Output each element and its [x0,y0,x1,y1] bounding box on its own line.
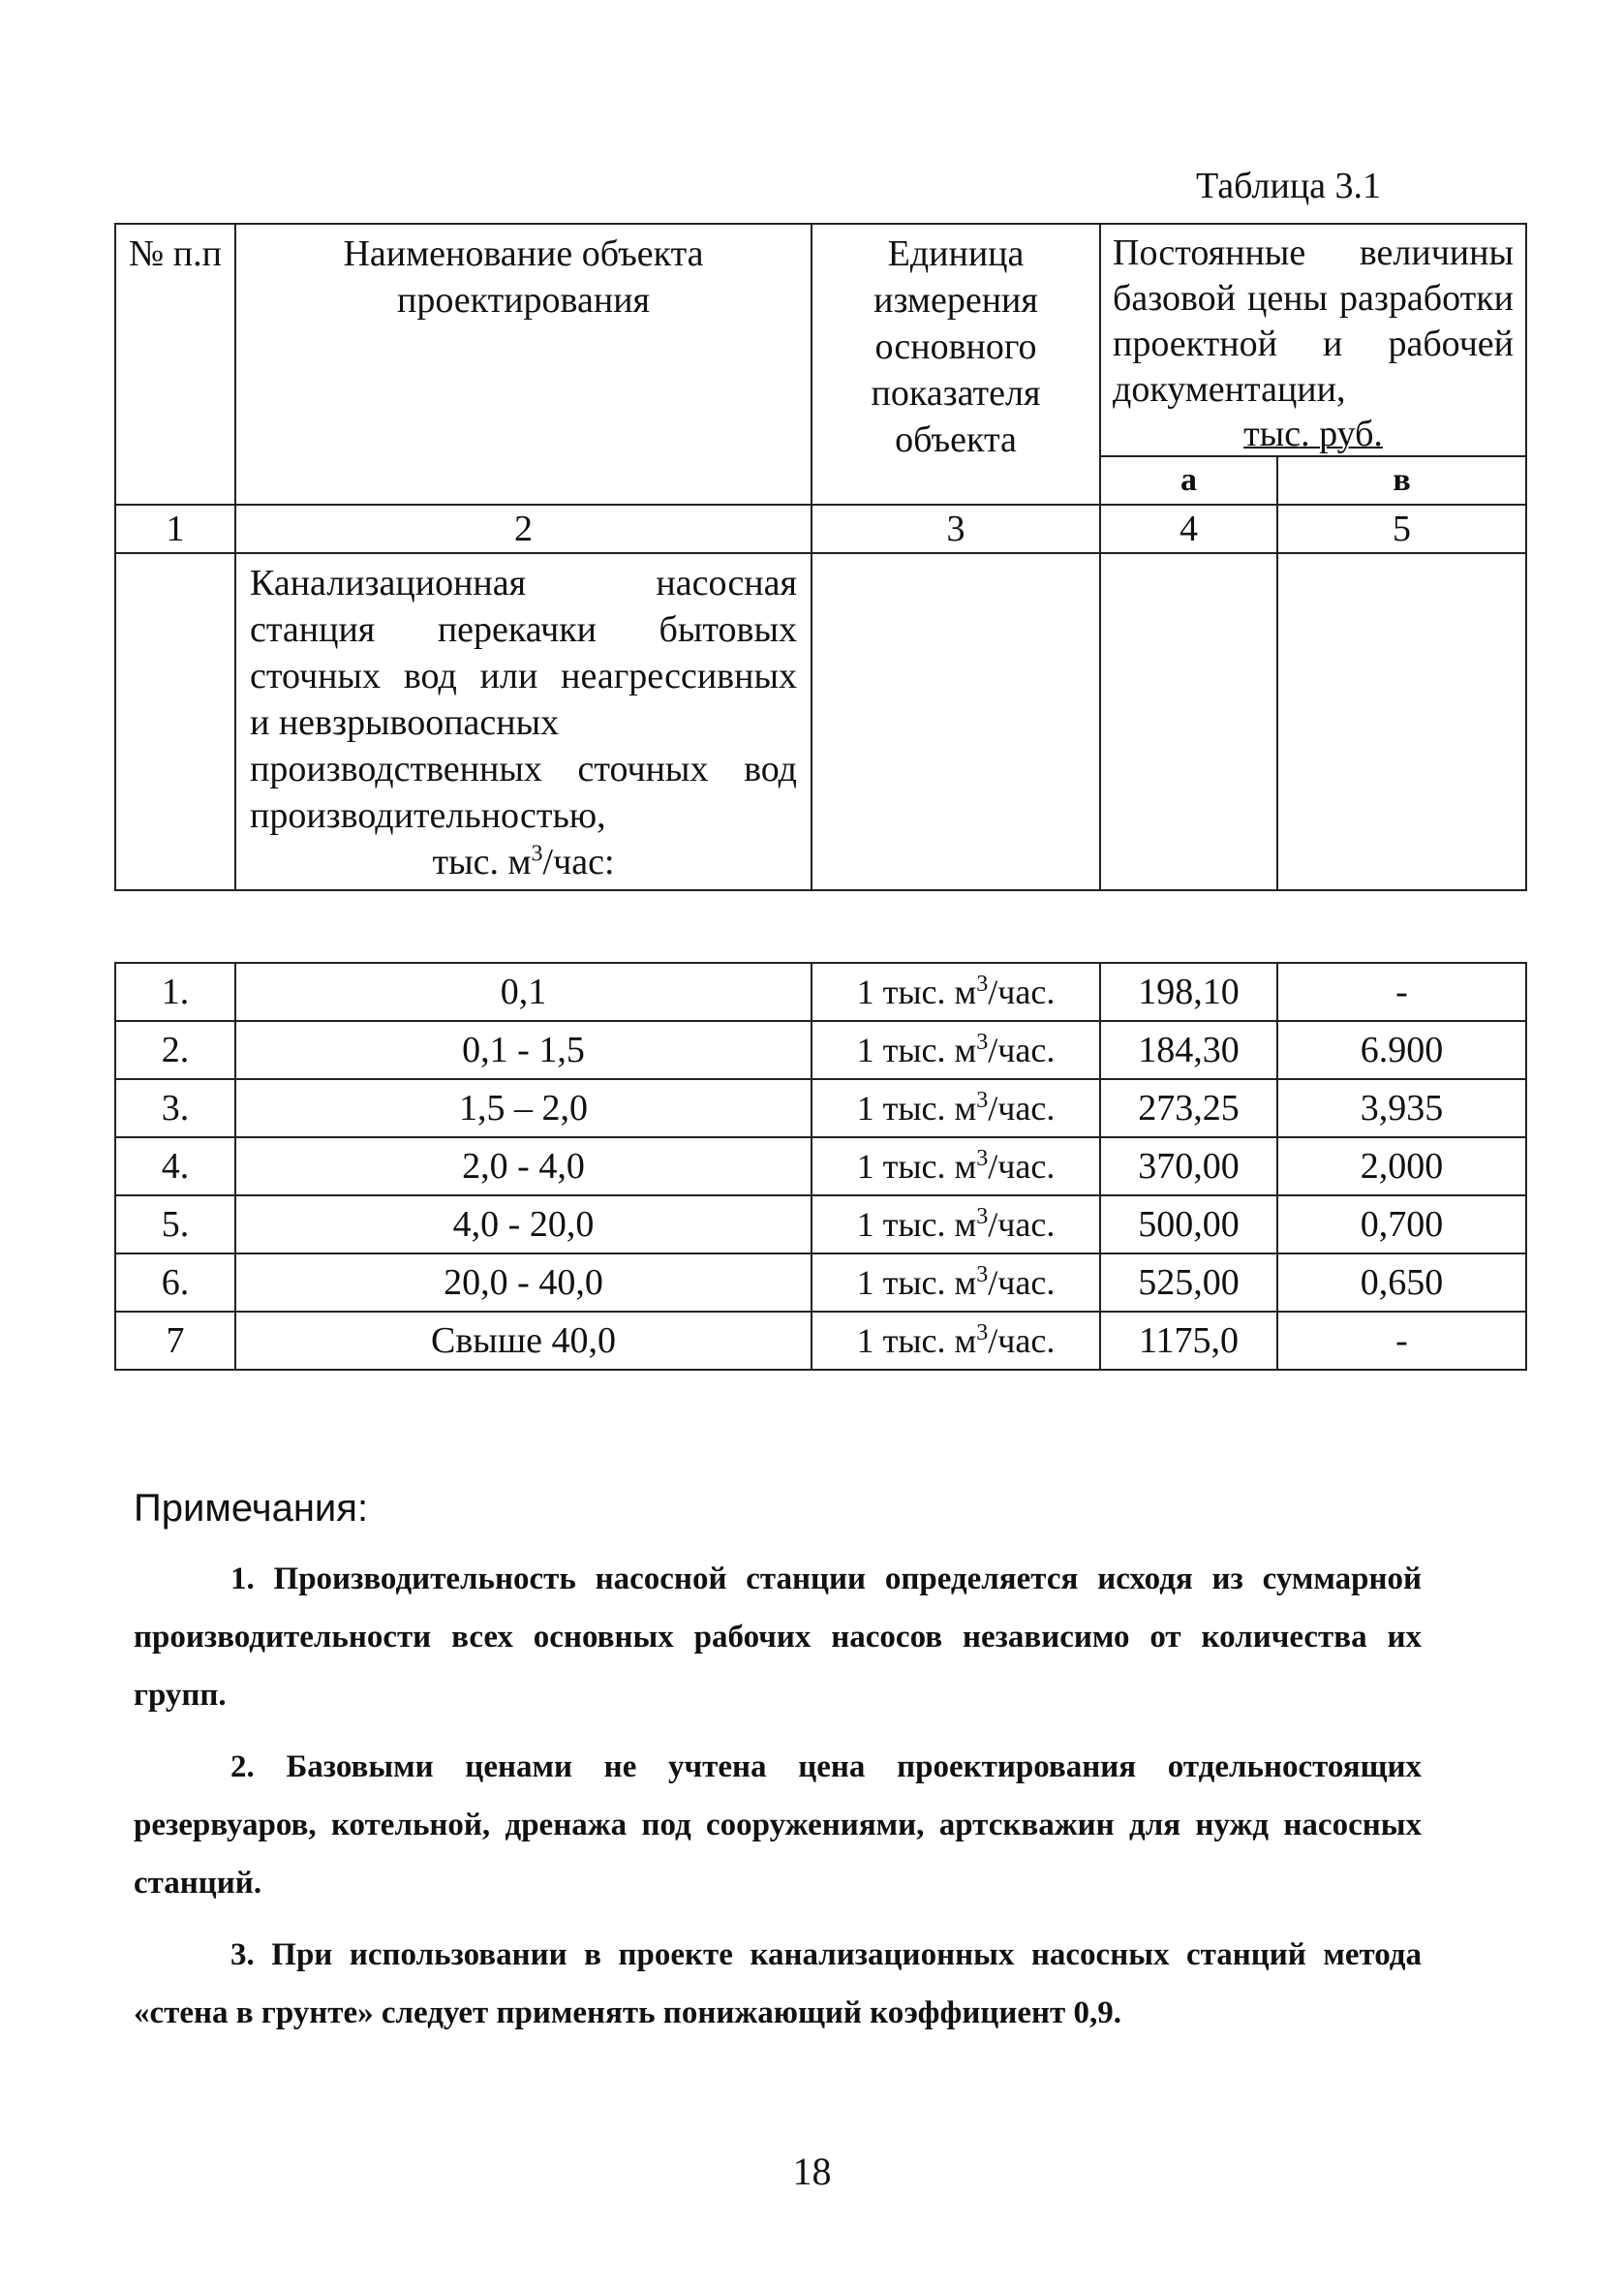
header-col-price-unit: тыс. руб. [1243,414,1383,454]
col-number-3: 3 [812,505,1100,553]
data-table [114,962,1527,1371]
row-value-a: 198,10 [1100,963,1277,1021]
row-unit: 1 тыс. $м^3$/час. [812,1253,1100,1312]
row-number: 1. [115,963,235,1021]
row-value-b: - [1277,1312,1526,1370]
col-number-1: 1 [115,505,235,553]
object-description [235,553,812,890]
desc-empty-cell-3 [812,553,1100,890]
row-unit: 1 тыс. $м^3$/час. [812,1079,1100,1137]
row-number: 6. [115,1253,235,1312]
row-range: 1,5 – 2,0 [235,1079,812,1137]
row-range: 0,1 - 1,5 [235,1021,812,1079]
row-range: Свыше 40,0 [235,1312,812,1370]
row-value-a: 525,00 [1100,1253,1277,1312]
header-col-price-text: Постоянные величины базовой цены разработки проектной и рабочей документации, [1113,232,1515,410]
page-number: 18 [792,2150,832,2193]
row-range: 4,0 - 20,0 [235,1195,812,1253]
table-row [115,1253,1526,1312]
header-col-price [1100,224,1526,456]
desc-line: производительностью, [250,795,606,836]
row-number: 2. [115,1021,235,1079]
col-number-5: 5 [1277,505,1526,553]
row-value-b: 0,700 [1277,1195,1526,1253]
note-item: 2. Базовыми ценами не учтена цена проектирования отдельностоящих резервуаров, котельной, дренажа под сооружениями, артскважин для нужд насосных станций. [134,1749,1422,1901]
row-number: 3. [115,1079,235,1137]
table-row [115,1312,1526,1370]
row-range: 0,1 [235,963,812,1021]
row-unit: 1 тыс. $м^3$/час. [812,1137,1100,1195]
header-col-number: № п.п [115,224,235,505]
desc-line: и невзрывоопасных [250,702,560,743]
row-number: 4. [115,1137,235,1195]
row-value-b: 6.900 [1277,1021,1526,1079]
row-value-a: 500,00 [1100,1195,1277,1253]
desc-unit: тыс. $м^3$/час: [432,841,615,882]
row-number: 7 [115,1312,235,1370]
header-col-name: Наименование объекта проектирования [235,224,812,505]
header-sub-a: а [1100,456,1277,505]
row-value-b: 3,935 [1277,1079,1526,1137]
row-value-b: 2,000 [1277,1137,1526,1195]
col-number-4: 4 [1100,505,1277,553]
table-row [115,1195,1526,1253]
desc-line: сточных вод или неагрессивных [250,656,797,696]
header-col-unit: Единица измерения основного показателя объекта [812,224,1100,505]
table-caption: Таблица 3.1 [1196,166,1382,206]
table-row [115,1079,1526,1137]
row-unit: 1 тыс. $м^3$/час. [812,1195,1100,1253]
row-unit: 1 тыс. $м^3$/час. [812,1312,1100,1370]
table-row [115,1137,1526,1195]
row-value-a: 370,00 [1100,1137,1277,1195]
notes-section [134,1487,1422,2046]
header-sub-b: в [1277,456,1526,505]
row-range: 2,0 - 4,0 [235,1137,812,1195]
col-number-2: 2 [235,505,812,553]
row-range: 20,0 - 40,0 [235,1253,812,1312]
table-row [115,963,1526,1021]
note-item: 3. При использовании в проекте канализационных насосных станций метода «стена в грунте» следует применять понижающий коэффициент 0,9. [134,1937,1422,2030]
row-value-b: 0,650 [1277,1253,1526,1312]
row-unit: 1 тыс. $м^3$/час. [812,1021,1100,1079]
row-value-b: - [1277,963,1526,1021]
row-number: 5. [115,1195,235,1253]
row-value-a: 273,25 [1100,1079,1277,1137]
row-unit: 1 тыс. $м^3$/час. [812,963,1100,1021]
desc-empty-cell-4 [1100,553,1277,890]
notes-title: Примечания: [134,1487,369,1530]
desc-line: Канализационная насосная [250,563,797,603]
header-table [114,223,1527,891]
desc-empty-cell-5 [1277,553,1526,890]
table-row [115,1021,1526,1079]
desc-empty-cell-1 [115,553,235,890]
row-value-a: 1175,0 [1100,1312,1277,1370]
desc-line: производственных сточных вод [250,749,797,789]
note-item: 1. Производительность насосной станции определяется исходя из суммарной производительности всех основных рабочих насосов независимо от количества их групп. [134,1562,1422,1713]
row-value-a: 184,30 [1100,1021,1277,1079]
desc-line: станция перекачки бытовых [250,609,797,650]
